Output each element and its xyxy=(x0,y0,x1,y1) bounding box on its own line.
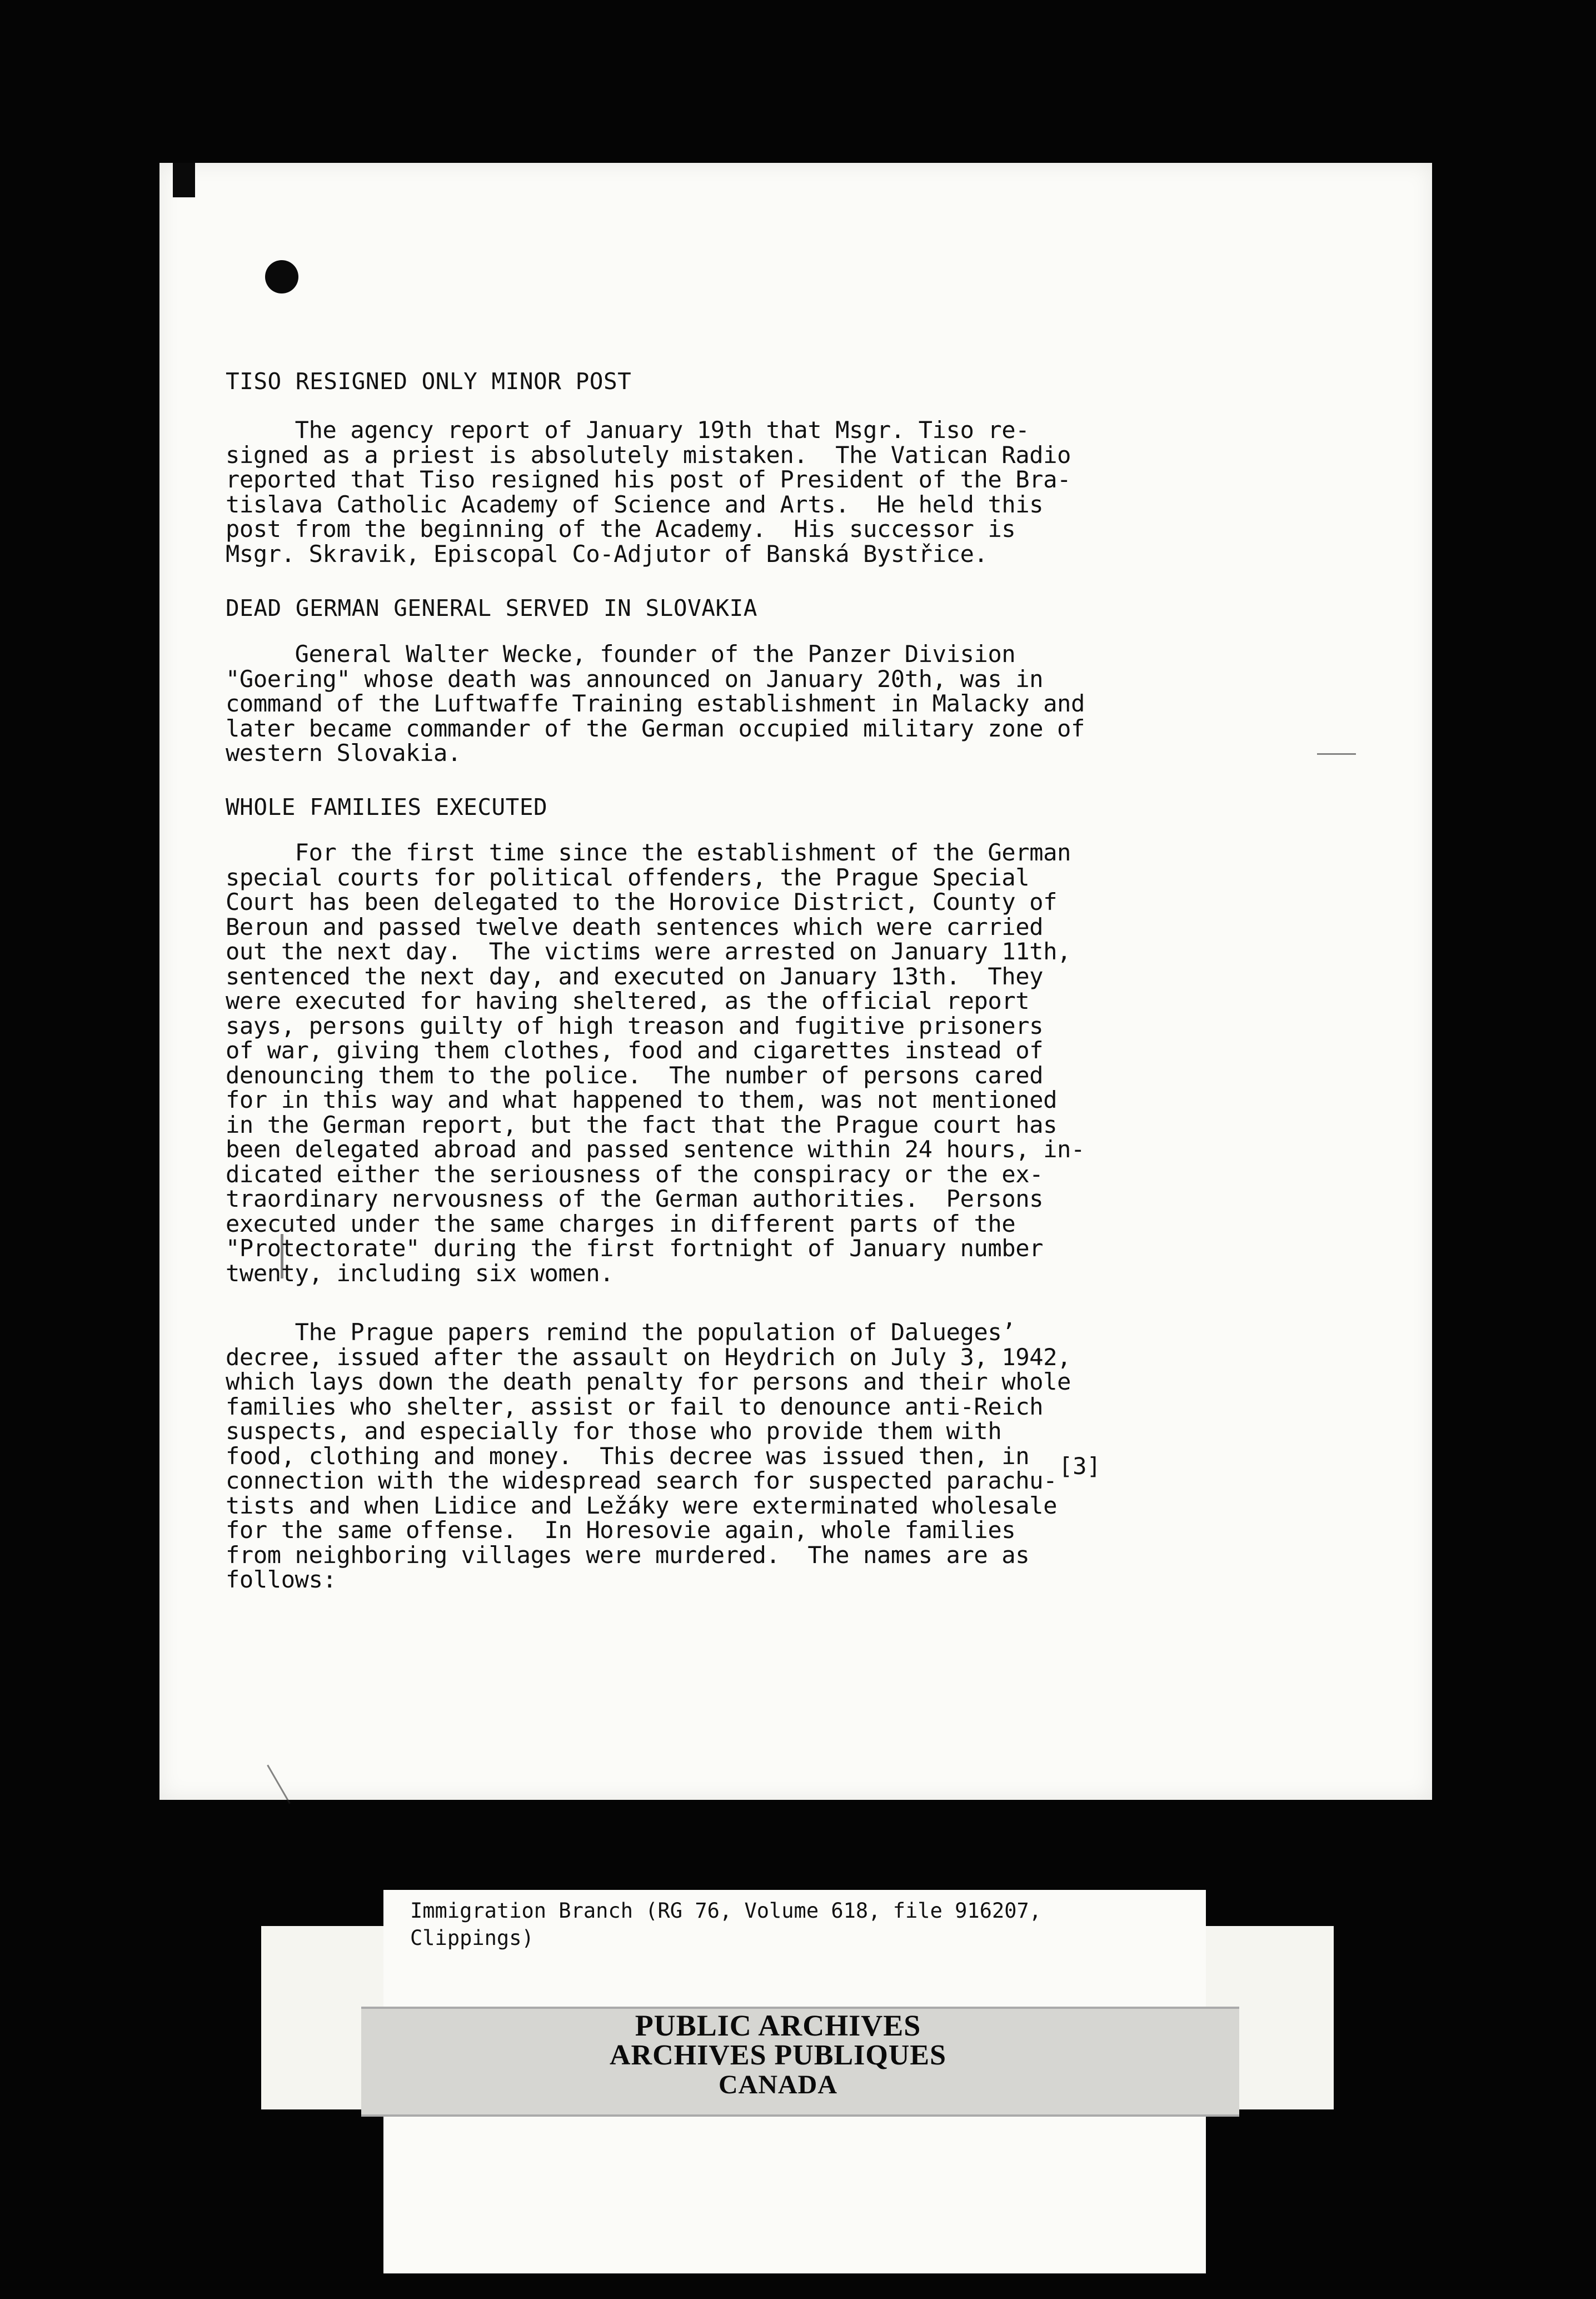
text-line: western Slovakia. xyxy=(226,739,461,767)
text-line: families who shelter, assist or fail to denounce anti-Reich xyxy=(226,1392,1044,1420)
section-heading-families: WHOLE FAMILIES EXECUTED xyxy=(226,794,548,820)
archive-label-text xyxy=(410,1897,1041,1952)
text-line: of war, giving them clothes, food and cigarettes instead of xyxy=(226,1037,1044,1064)
text-line: decree, issued after the assault on Heydrich on July 3, 1942, xyxy=(226,1343,1071,1371)
section-heading-general: DEAD GERMAN GENERAL SERVED IN SLOVAKIA xyxy=(226,595,757,621)
text-line: for the same offense. In Horesovie again, whole families xyxy=(226,1516,1016,1544)
text-line: The agency report of January 19th that Msgr. Tiso re- xyxy=(226,416,1030,444)
text-line: food, clothing and money. This decree was issued then, in xyxy=(226,1442,1030,1470)
text-line: executed under the same charges in different parts of the xyxy=(226,1210,1016,1237)
text-line: special courts for political offenders, the Prague Special xyxy=(226,863,1030,891)
section-heading-tiso: TISO RESIGNED ONLY MINOR POST xyxy=(226,368,632,395)
text-line: in the German report, but the fact that the Prague court has xyxy=(226,1111,1058,1138)
punch-hole xyxy=(265,260,298,293)
text-line: For the first time since the establishment of the German xyxy=(226,839,1071,866)
text-line: later became commander of the German occupied military zone of xyxy=(226,714,1085,742)
corner-tab xyxy=(173,163,195,197)
stamp-line-2: ARCHIVES PUBLIQUES xyxy=(609,2039,947,2071)
text-line: command of the Luftwaffe Training establishment in Malacky and xyxy=(226,690,1085,717)
text-line: twenty, including six women. xyxy=(226,1259,614,1287)
text-line: tislava Catholic Academy of Science and Arts. He held this xyxy=(226,490,1044,518)
archive-label-line1: Immigration Branch (RG 76, Volume 618, file 916207, xyxy=(410,1899,1042,1923)
paragraph-families-2 xyxy=(226,1320,1309,1593)
text-line: out the next day. The victims were arrested on January 11th, xyxy=(226,938,1071,965)
text-line: General Walter Wecke, founder of the Panzer Division xyxy=(226,640,1016,668)
text-line: Beroun and passed twelve death sentences which were carried xyxy=(226,913,1044,940)
text-line: "Protectorate" during the first fortnight of January number xyxy=(226,1235,1044,1262)
stamp-line-3: CANADA xyxy=(719,2070,837,2099)
text-line: says, persons guilty of high treason and fugitive prisoners xyxy=(226,1012,1044,1039)
text-line: The Prague papers remind the population of Daluegesʼ xyxy=(226,1318,1016,1346)
text-line: were executed for having sheltered, as the official report xyxy=(226,987,1030,1014)
text-line: Court has been delegated to the Horovice District, County of xyxy=(226,888,1058,915)
scratch-mark xyxy=(1317,753,1356,755)
text-line: for in this way and what happened to them, was not mentioned xyxy=(226,1086,1058,1113)
text-line: reported that Tiso resigned his post of President of the Bra- xyxy=(226,466,1071,493)
paragraph-families-1 xyxy=(226,840,1309,1286)
archive-label-line2: Clippings) xyxy=(410,1926,534,1950)
stamp-line-1: PUBLIC ARCHIVES xyxy=(635,2009,921,2042)
text-line: Msgr. Skravik, Episcopal Co-Adjutor of Banská Bystřice. xyxy=(226,540,988,568)
paragraph-tiso xyxy=(226,418,1309,566)
page-number: [3] xyxy=(1059,1452,1101,1480)
text-line: traordinary nervousness of the German authorities. Persons xyxy=(226,1185,1044,1212)
text-line: post from the beginning of the Academy. His successor is xyxy=(226,515,1016,543)
text-line: been delegated abroad and passed sentence within 24 hours, in- xyxy=(226,1136,1085,1163)
text-line: which lays down the death penalty for persons and their whole xyxy=(226,1368,1071,1395)
text-line: connection with the widespread search for suspected parachu- xyxy=(226,1467,1058,1494)
text-line: from neighboring villages were murdered. The names are as xyxy=(226,1541,1030,1569)
text-line: suspects, and especially for those who provide them with xyxy=(226,1417,1002,1445)
text-line: sentenced the next day, and executed on January 13th. They xyxy=(226,962,1044,990)
text-line: signed as a priest is absolutely mistaken. The Vatican Radio xyxy=(226,441,1071,469)
text-line: follows: xyxy=(226,1566,337,1593)
archives-stamp xyxy=(500,2011,1056,2099)
text-line: dicated either the seriousness of the conspiracy or the ex- xyxy=(226,1160,1044,1188)
text-line: "Goering" whose death was announced on January 20th, was in xyxy=(226,665,1044,693)
paragraph-general xyxy=(226,642,1309,766)
text-line: denouncing them to the police. The number of persons cared xyxy=(226,1061,1044,1089)
text-line: tists and when Lidice and Ležáky were exterminated wholesale xyxy=(226,1491,1058,1519)
